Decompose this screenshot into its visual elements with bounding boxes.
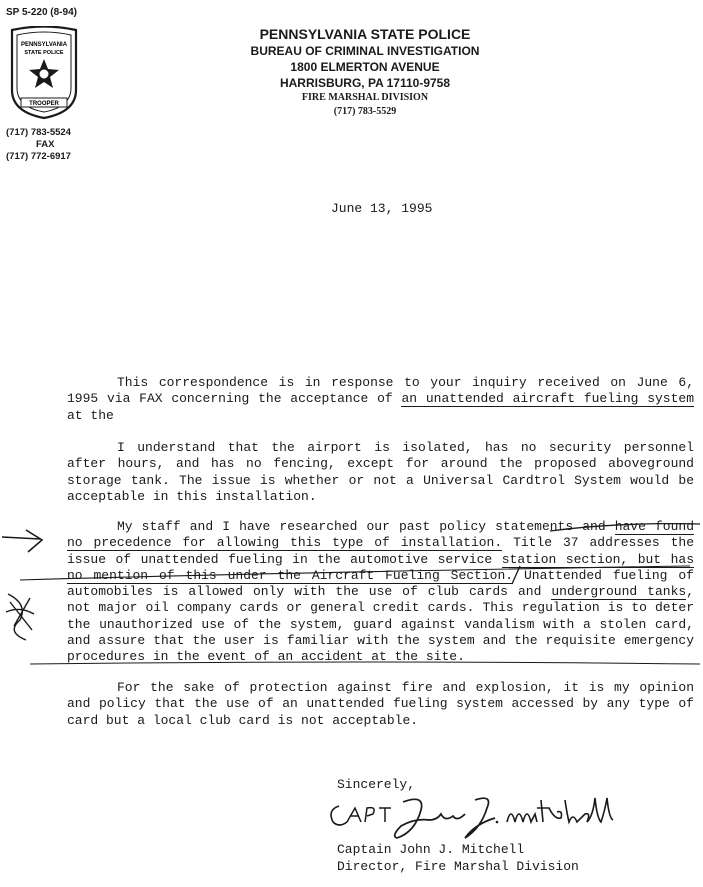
p3-text-b: Title 37 addresses the issue of unattended fueling in the automotive service	[67, 535, 694, 567]
contact-phones	[6, 127, 86, 163]
signer-block	[337, 841, 579, 875]
margin-arrow-mark	[2, 530, 42, 552]
letterhead	[200, 26, 530, 119]
p3-text-c: Unattended fueling of automobiles is allowed only with the use of club cards and	[67, 567, 694, 600]
signer-title: Director, Fire Marshal Division	[337, 859, 579, 874]
svg-text:STATE POLICE: STATE POLICE	[24, 50, 64, 56]
letterhead-city: HARRISBURG, PA 17110-9758	[279, 76, 451, 90]
p3-underlined-1: have found no precedence for allowing this type of installation.	[67, 519, 694, 551]
paragraph-1	[67, 375, 694, 424]
main-phone: (717) 783-5524	[6, 127, 71, 138]
letterhead-org: PENNSYLVANIA STATE POLICE	[259, 26, 471, 42]
form-number: SP 5-220 (8-94)	[6, 7, 77, 18]
p3-text-d: , not major oil company cards or general credit cards. This regulation is to deter the unauthorized use of the system, guard against vandalism with a stolen card, and assure that the user is familiar with the system and the requisite emergency procedures in the event of an accident at the site.	[67, 584, 694, 665]
p1-underlined: an unattended aircraft fueling system	[401, 391, 695, 407]
p3-text-a: My staff and I have researched our past policy statements and	[117, 519, 615, 534]
p1-text-a: This correspondence is in response to your inquiry received on June 6, 1995 via FAX concerning the acceptance of	[67, 375, 694, 407]
p4-text: For the sake of protection against fire and explosion, it is my opinion and policy that the use of an unattended fueling system accessed by any type of card but a local club card is not acceptable.	[67, 680, 694, 728]
fax-label: FAX	[36, 139, 55, 150]
letterhead-street: 1800 ELMERTON AVENUE	[290, 60, 440, 74]
paragraph-4	[67, 680, 694, 729]
p3-underlined-2: station section, but has no mention of this under the Aircraft Fueling Section.	[67, 551, 694, 583]
letterhead-division-phone: (717) 783-5529	[333, 106, 397, 117]
signer-name: Captain John J. Mitchell	[337, 842, 525, 857]
letter-date: June 13, 1995	[331, 201, 433, 216]
p2-text: I understand that the airport is isolated, has no security personnel after hours, and has no fencing, except for around the proposed aboveground storage tank. The issue is whether or not a Universal Cardtrol System would be acceptable in this installation.	[67, 440, 694, 504]
svg-text:TROOPER: TROOPER	[29, 101, 59, 107]
fax-phone: (717) 772-6917	[6, 151, 71, 162]
handwritten-signature	[325, 792, 615, 842]
paragraph-2	[67, 440, 694, 505]
paragraph-3	[67, 519, 694, 666]
svg-text:PENNSYLVANIA: PENNSYLVANIA	[20, 42, 68, 48]
p1-text-b: at the	[67, 407, 114, 423]
p3-underlined-3: underground tanks	[551, 584, 687, 600]
margin-scribble-mark	[6, 594, 34, 640]
closing: Sincerely,	[337, 777, 416, 792]
letterhead-bureau: BUREAU OF CRIMINAL INVESTIGATION	[250, 44, 480, 58]
state-police-seal-logo	[6, 26, 82, 120]
letterhead-division: FIRE MARSHAL DIVISION	[301, 92, 429, 103]
